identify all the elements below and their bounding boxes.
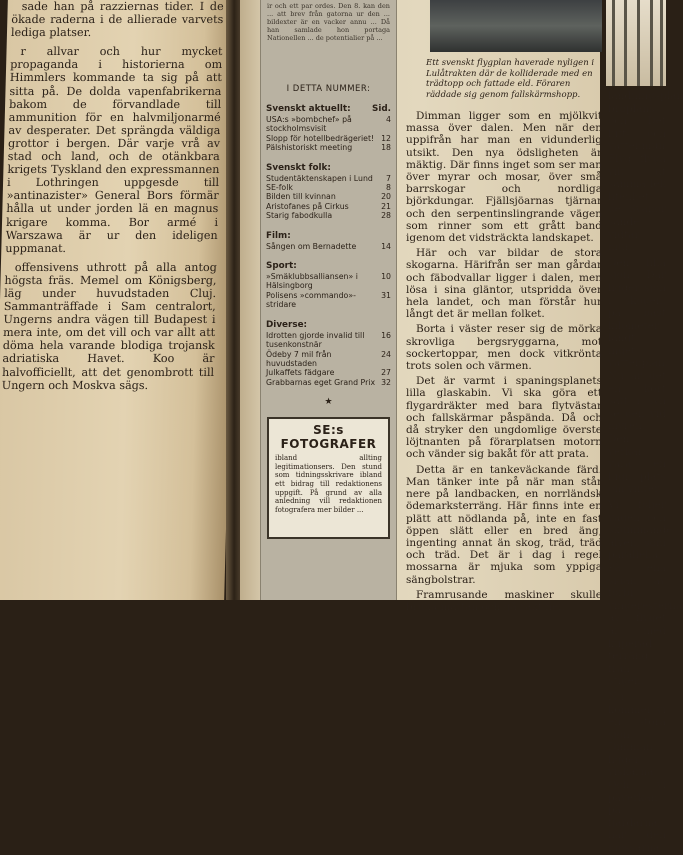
article-paragraph: Detta är en tankeväckande färd. Man tänker inte på när man står nere på landbacken, en norrländsk ödemarksterräng. Här finns inte en plätt att nödlanda på, inte en fast öppen slätt eller en bred äng, ingenting annat än skog, träd, träd och träd. Det är i dag i regel mossarna är mjuka som yppiga sängbolstrar. bbox=[406, 463, 602, 586]
table-of-contents bbox=[260, 0, 397, 600]
strip-paragraph: landningsplan broplans och Det luft- och vattenmun Flyg flyga vilt ut samma lek litenhet de. Svanor sande vidtar mun. bbox=[608, 90, 683, 254]
contents-entry bbox=[266, 242, 391, 251]
tree-trunk bbox=[637, 0, 640, 86]
contents-section bbox=[266, 163, 391, 221]
contents-entry bbox=[266, 291, 391, 310]
entry-label: USA:s »bombchef» på stockholmsvisit bbox=[266, 115, 352, 134]
entry-label: Slopp för hotellbedrägeriet! bbox=[266, 133, 375, 143]
strip-paragraph: Den lilla sjön Där ligger sjön i skogen, på bäst kilometer långt, inget vattenplan. Nu är det en kort sätt i syn se den vid myren. Den verkar vara en lugn plats om vinter. bbox=[608, 256, 669, 496]
contents-entry bbox=[266, 134, 391, 143]
contents-entry bbox=[266, 211, 391, 220]
entry-page: 16 bbox=[381, 330, 391, 340]
entry-label: Grabbarnas eget Grand Prix bbox=[266, 377, 376, 387]
article-text bbox=[406, 110, 602, 616]
contents-entry bbox=[266, 143, 391, 152]
right-column bbox=[606, 0, 683, 855]
entry-label: Idrotten gjorde invalid till tusenkonstnär bbox=[266, 330, 365, 350]
tree-trunk bbox=[624, 0, 627, 86]
contents-entry bbox=[266, 331, 391, 350]
tree-trunk bbox=[650, 0, 653, 86]
forest-photo bbox=[606, 0, 666, 86]
contents-entry bbox=[266, 183, 391, 192]
contents-entry bbox=[266, 192, 391, 201]
entry-label: Bilden till kvinnan bbox=[266, 192, 336, 202]
entry-page: 14 bbox=[381, 241, 391, 251]
article-paragraph: Borta i väster reser sig de mörka skrovliga bergsryggarna, mot sockertoppar, men dock vitkrönta trots solen och värmen. bbox=[406, 323, 602, 373]
contents-section bbox=[266, 261, 391, 310]
entry-label: Aristofanes på Cirkus bbox=[266, 201, 349, 211]
contents-entry bbox=[266, 174, 391, 183]
contents-entry bbox=[266, 272, 391, 291]
left-page bbox=[0, 0, 240, 600]
entry-page: 27 bbox=[381, 368, 391, 378]
entry-page: 18 bbox=[381, 143, 391, 153]
entry-page: 20 bbox=[381, 192, 391, 202]
article-paragraph: Framrusande maskiner skulle bruka mattan och gå rakt ner. bbox=[406, 588, 602, 613]
contents-section bbox=[266, 320, 391, 387]
tree-trunk bbox=[612, 0, 615, 86]
strip-paragraph: Nu kommer vi en stora sjön. Dimman ligger viskarna. Och vi påverkan på fjärdarna, har den mossarna. bbox=[608, 690, 666, 855]
article-column bbox=[402, 0, 602, 613]
entry-page: 28 bbox=[381, 211, 391, 221]
right-page bbox=[240, 0, 683, 855]
entry-page: 8 bbox=[386, 183, 391, 193]
entry-label: Julkaffets fädgare bbox=[266, 368, 335, 378]
entry-page: 21 bbox=[381, 201, 391, 211]
section-name: Diverse: bbox=[266, 319, 308, 330]
section-name: Film: bbox=[266, 230, 291, 241]
contents-entry bbox=[266, 115, 391, 134]
entry-label: Ödeby 7 mil från huvudstaden bbox=[266, 349, 332, 368]
entry-page: 10 bbox=[381, 272, 391, 282]
section-name: Svenskt aktuellt: bbox=[266, 104, 351, 114]
section-name: Sport: bbox=[266, 261, 297, 272]
contents-section bbox=[266, 231, 391, 251]
contents-section bbox=[266, 104, 391, 153]
entry-page: 7 bbox=[386, 173, 391, 183]
photographers-text: ibland allting legitimationsers. Den stund som tidningsskrivare ibland ett bidrag till redaktionens uppgift. På grund av alla anledning vill redaktionen fotografera mer bilder ... bbox=[275, 454, 382, 514]
contents-entry bbox=[266, 368, 391, 377]
right-column-text bbox=[608, 90, 683, 855]
left-paragraph: offensivens uthrott på alla antog högsta fräs. Memel om Königsberg, läg under huvudstaden Cluj. Sammanträffade i Sam centralort, Ungerns andra vägen till Budapest i mera inte, om det vill och var allt att döma hela varande blodiga trojansk adriatiska Havet. Koo är halvofficiellt, att det genombrott till Ungern och Moskva sägs. bbox=[1, 260, 218, 392]
contents-top-note: ir och ett par ordes. Den 8. kan den ... att brev från gatorna ur den ... bildexter är en vacker annu ... Då han samlade hon portaga Nationellen ... de potentialier på ... bbox=[267, 2, 390, 42]
photographers-box bbox=[267, 417, 390, 539]
entry-page: 12 bbox=[381, 133, 391, 143]
star-ornament: ★ bbox=[324, 397, 333, 408]
entry-page: 4 bbox=[386, 115, 391, 124]
entry-label: SE-folk bbox=[266, 183, 293, 193]
left-paragraph: r allvar och hur mycket propaganda i historierna om Himmlers kommande ta sig på att sitta på. De dolda vapenfabrikerna bakom de förvandlade till ammunition för en halvmiljonarmé av desperater. Det sprängda väldiga grottor i bergen. Där varje vrå av stad och land, och de otänkbara krigets Tyskland den expressmannen i Lothringen uppgesde till »antinazister» General Bors förmär hålla ut under jorden lä en magnus krigare komma. Bor armé i Warszawa är ur den ideligen uppmanat. bbox=[5, 45, 223, 255]
left-page-text bbox=[1, 0, 223, 398]
photographers-title: SE:s FOTOGRAFER bbox=[280, 423, 377, 452]
article-photo bbox=[430, 0, 602, 52]
tree-trunk bbox=[660, 0, 663, 86]
section-name: Svenskt folk: bbox=[266, 162, 331, 173]
photo-caption: Ett svenskt flygplan haverade nyligen i Lulåtrakten där de kolliderade med en trädtopp och fattade eld. Föraren räddade sig genom fallskärmshopp. bbox=[426, 58, 595, 100]
entry-page: 31 bbox=[381, 290, 391, 300]
entry-label: Sången om Bernadette bbox=[266, 241, 357, 251]
contents-entry bbox=[266, 378, 391, 387]
entry-label: »Smäklubbsalliansen» i Hälsingborg bbox=[266, 272, 358, 291]
contents-entry bbox=[266, 350, 391, 369]
entry-label: Polisens »commando»-stridare bbox=[266, 290, 356, 310]
article-paragraph: Det är varmt i spaningsplanets lilla glaskabin. Vi ska göra ett flygardräkter med bara flytvästar och fallskärmar påspända. Då och då stryker den ungdomlige överste löjtnanten på förarplatsen motorn och vänder sig bakåt för att prata. bbox=[406, 375, 602, 461]
contents-title: I DETTA NUMMER: bbox=[286, 84, 371, 94]
strip-paragraph: Vi följer vägen och skummande älven, som parallella. På ena sidan av förbi vingeresterna av flyget är med kuperad terräng från stigen. bbox=[608, 499, 683, 688]
entry-page: 24 bbox=[381, 349, 391, 359]
entry-label: Starig fabodkulla bbox=[266, 211, 333, 221]
contents-entry bbox=[266, 202, 391, 211]
section-page-label: Sid. bbox=[372, 104, 391, 114]
left-paragraph: sade han på razziernas tider. I de ökade raderna i de allierade varvets lediga platser. bbox=[10, 0, 224, 40]
article-paragraph: Dimman ligger som en mjölkvit massa över dalen. Men när den uppifrån har man en vidunderlig utsikt. Den nya ödsligheten är mäktig. Där finns inget som ser man över myrar och mosar, över små barrskogar och nordliga björkdungar. Fjällsjöarnas tjärnar och den serpentinslingrande vägen som rinner som ett grått band igenom det vidsträckta landskapet. bbox=[406, 110, 602, 245]
entry-page: 32 bbox=[381, 377, 391, 387]
entry-label: Studentäktenskapen i Lund bbox=[266, 173, 373, 183]
article-paragraph: Här och var bildar de stora skogarna. Härifrån ser man gårdar och fäbodvallar ligger i dalen, men lösa i sina gläntor, utspridda över hela landet, och man förstår hur långt det är mellan folket. bbox=[406, 247, 602, 321]
entry-label: Pälshistoriskt meeting bbox=[266, 143, 353, 153]
